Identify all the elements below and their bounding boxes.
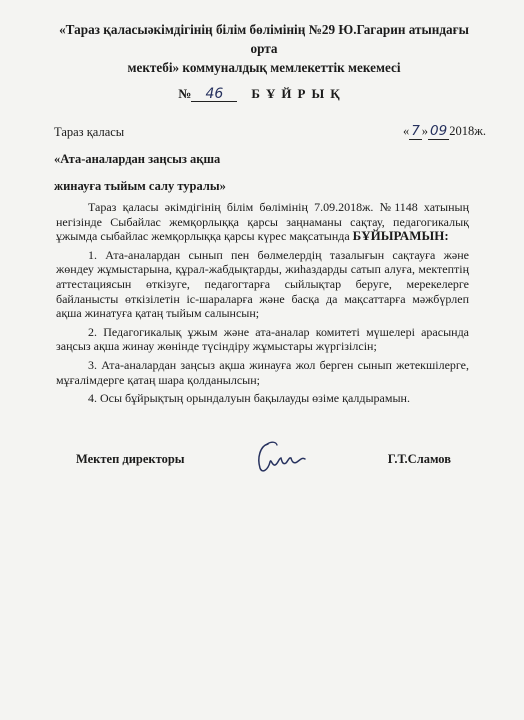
date-close-quote: » xyxy=(421,124,429,138)
document-title-line-2: жинауға тыйым салу туралы» xyxy=(54,179,226,193)
order-item: 3. Ата-аналардан заңсыз ақша жинауға жол берген сынып жетекшілерге, мұғалімдерге қатаң шара қолданылсын; xyxy=(56,357,469,387)
date-month: 09 xyxy=(430,123,448,139)
command-word: БҰЙЫРАМЫН: xyxy=(352,228,449,244)
date-year: 2018ж. xyxy=(449,124,486,138)
issue-date xyxy=(403,123,486,139)
signatory-position: Мектеп директоры xyxy=(76,452,185,466)
document-body xyxy=(56,200,469,410)
document-title-line-1: «Ата-аналардан заңсыз ақша xyxy=(54,152,221,166)
order-number-prefix: № xyxy=(178,86,192,101)
document-header xyxy=(58,20,470,77)
header-line-2: мектебі» коммуналдық мемлекеттік мекемесі xyxy=(127,60,401,75)
preamble-paragraph xyxy=(56,200,469,244)
preamble-text: Тараз қаласы әкімдігінің білім бөлімінің 7.09.2018ж. №1148 хатының негізінде Сыбайлас жемқорлыққа қарсы заңнаманы сақтау, педагогикалық ұжымда сыбайлас жемқорлыққа қарсы күрес мақсатында xyxy=(56,200,469,244)
date-open-quote: « xyxy=(402,124,410,138)
order-item: 1. Ата-аналардан сынып пен бөлмелердің тазалығын сақтауға және жөндеу жұмыстарына, құрал-жабдықтарды, жиһаздарды сатып алуға, мектептің аттестациясын өткізуге, педагогтарға сыйлықтар беруге, мерекелерге байланысты өткізілетін іс-шараларға және басқа да мақсаттарға мәжбүрлеп ақша жинатуға қатаң тыйым салынсын; xyxy=(56,247,469,321)
date-day: 7 xyxy=(411,123,420,139)
order-word: БҰЙРЫҚ xyxy=(251,86,346,101)
order-item: 2. Педагогикалық ұжым және ата-аналар комитеті мүшелері арасында заңсыз ақша жинау жөнінде түсіндіру жұмыстары жүргізілсін; xyxy=(56,324,469,354)
order-item: 4. Осы бұйрықтың орындалуын бақылауды өзіме қалдырамын. xyxy=(88,391,410,406)
order-heading xyxy=(0,86,524,102)
order-number: 46 xyxy=(191,87,237,102)
place-of-issue: Тараз қаласы xyxy=(54,125,125,139)
signatory-name: Г.Т.Сламов xyxy=(387,452,451,466)
handwritten-signature xyxy=(254,436,318,476)
header-line-1: «Тараз қаласыәкімдігінің білім бөлімінің №29 Ю.Гагарин атындағы орта xyxy=(59,22,469,56)
